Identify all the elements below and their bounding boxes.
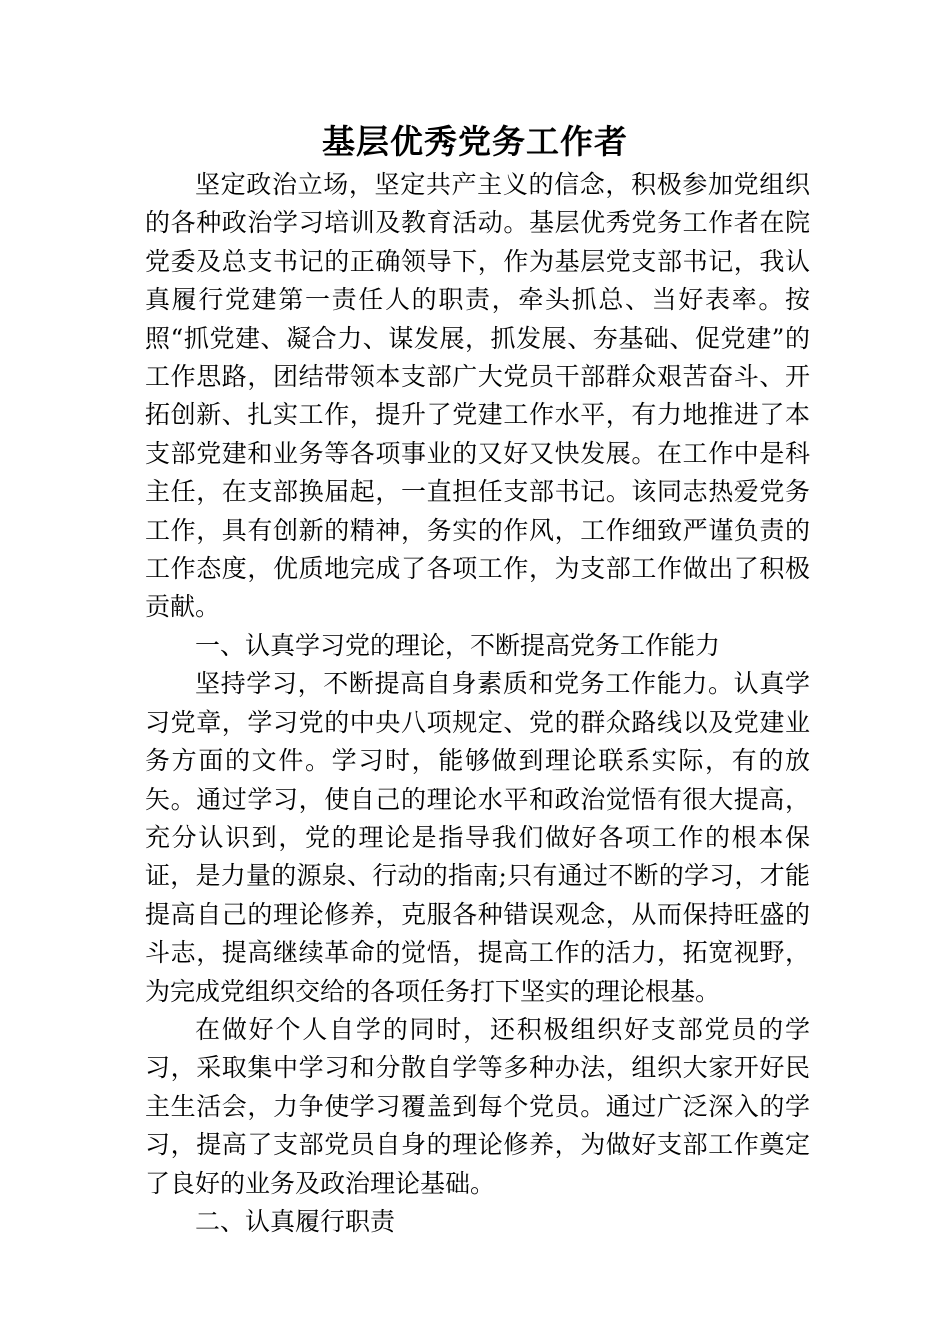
paragraph-study: 坚持学习，不断提高自身素质和党务工作能力。认真学习党章，学习党的中央八项规定、党的群众路线以及党建业务方面的文件。学习时，能够做到理论联系实际，有的放矢。通过学习，使自己的理论水平和政治觉悟有很大提高，充分认识到，党的理论是指导我们做好各项工作的根本保证，是力量的源泉、行动的指南;只有通过不断的学习，才能提高自己的理论修养，克服各种错误观念，从而保持旺盛的斗志，提高继续革命的觉悟，提高工作的活力，拓宽视野，为完成党组织交给的各项任务打下坚实的理论根基。 (145, 669, 810, 1006)
section-heading-2: 二、认真履行职责 (195, 1206, 396, 1236)
paragraph-intro: 坚定政治立场，坚定共产主义的信念，积极参加党组织的各种政治学习培训及教育活动。基层优秀党务工作者在院党委及总支书记的正确领导下，作为基层党支部书记，我认真履行党建第一责任人的职责，牵头抓总、当好表率。按照“抓党建、凝合力、谋发展，抓发展、夯基础、促党建”的工作思路，团结带领本支部广大党员干部群众艰苦奋斗、开拓创新、扎实工作，提升了党建工作水平，有力地推进了本支部党建和业务等各项事业的又好又快发展。在工作中是科主任，在支部换届起，一直担任支部书记。该同志热爱党务工作，具有创新的精神，务实的作风，工作细致严谨负责的工作态度，优质地完成了各项工作，为支部工作做出了积极贡献。 (145, 170, 810, 622)
section-heading-1: 一、认真学习党的理论，不断提高党务工作能力 (195, 630, 721, 660)
document-title: 基层优秀党务工作者 (322, 122, 628, 161)
paragraph-organize: 在做好个人自学的同时，还积极组织好支部党员的学习，采取集中学习和分散自学等多种办法，组织大家开好民主生活会，力争使学习覆盖到每个党员。通过广泛深入的学习，提高了支部党员自身的理论修养，为做好支部工作奠定了良好的业务及政治理论基础。 (145, 1014, 810, 1198)
document-body (145, 166, 810, 1241)
